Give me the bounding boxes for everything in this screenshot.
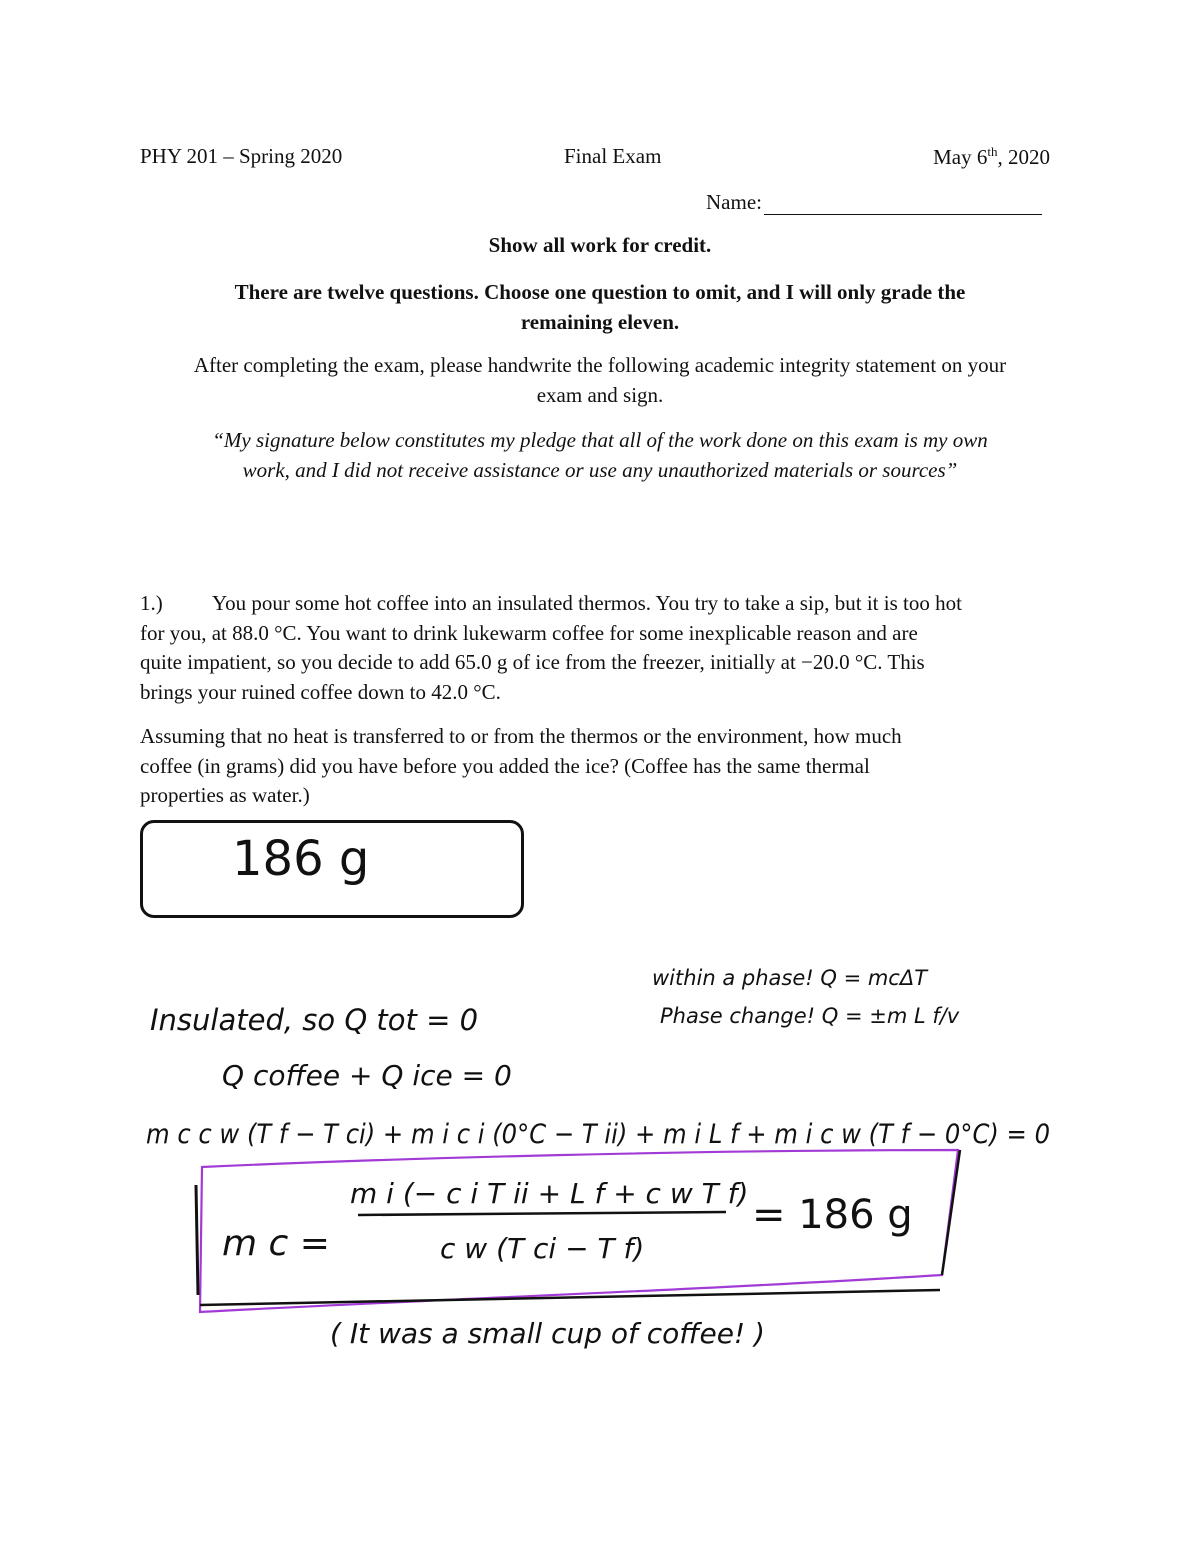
handwritten-line-energy-balance: m c c w (T f − T ci) + m i c i (0°C − T ii) + m i L f + m i c w (T f − 0°C) = 0 (146, 1119, 1050, 1150)
fraction-denominator: c w (T ci − T f) (440, 1232, 645, 1265)
instruction-questions: There are twelve questions. Choose one question to omit, and I will only grade the remaining eleven. (234, 280, 966, 334)
handwritten-note-phase: within a phase! Q = mcΔT (652, 966, 928, 990)
instruction-integrity: After completing the exam, please handwrite the following academic integrity statement on your exam and sign. (193, 353, 1007, 407)
handwritten-closing-remark: ( It was a small cup of coffee! ) (330, 1317, 765, 1350)
exam-title: Final Exam (564, 144, 662, 168)
box-bottom-edge (200, 1290, 940, 1305)
box-right-edge (942, 1150, 960, 1275)
fraction-bar (358, 1212, 726, 1215)
box-left-edge (196, 1185, 198, 1295)
fraction-numerator: m i (− c i T ii + L f + c w T f) (350, 1177, 749, 1210)
name-label: Name: (706, 190, 762, 214)
instruction-show-work: Show all work for credit. (488, 233, 712, 257)
question-number: 1.) (140, 591, 163, 615)
handwritten-note-phase-change: Phase change! Q = ±m L f/v (660, 1004, 960, 1028)
course-title: PHY 201 – Spring 2020 (140, 144, 343, 168)
fraction-lhs: m c = (222, 1223, 330, 1264)
exam-date: May 6th, 2020 (933, 144, 1050, 169)
fraction-result: = 186 g (752, 1192, 913, 1238)
question-1-prompt: 1.) You pour some hot coffee into an insulated thermos. You try to take a sip, but it is too hot for you, at 88.0 °C. You want to drink lukewarm coffee for some inexplicable reason and are quite impatient, so you decide to add 65.0 g of ice from the freezer, initially at −20.0 °C. This brings your ruined coffee down to 42.0 °C. (140, 591, 962, 704)
question-1-task: Assuming that no heat is transferred to or from the thermos or the environment, how much coffee (in grams) did you have before you added the ice? (Coffee has the same thermal properties as water.) (140, 724, 902, 807)
handwritten-line-heat-sum: Q coffee + Q ice = 0 (222, 1059, 512, 1092)
integrity-statement: “My signature below constitutes my pledge that all of the work done on this exam is my own work, and I did not receive assistance or use any unauthorized materials or sources” (212, 428, 988, 482)
handwritten-line-insulated: Insulated, so Q tot = 0 (150, 1003, 479, 1037)
handwritten-answer: 186 g (232, 831, 370, 887)
